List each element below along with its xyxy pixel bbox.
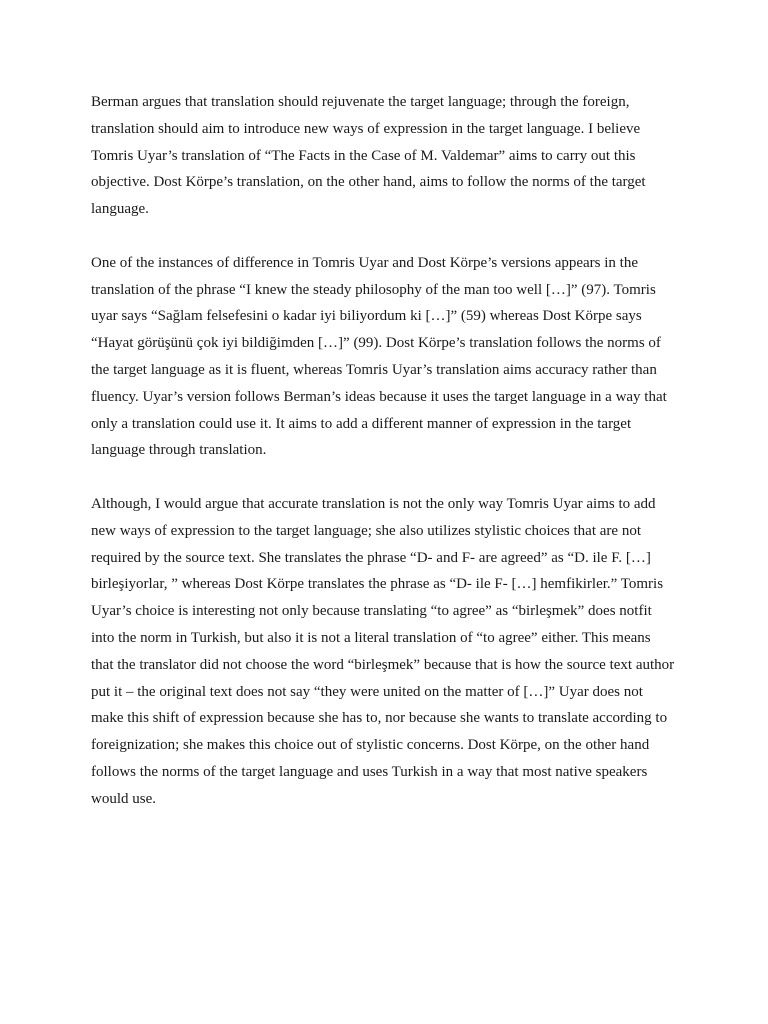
paragraph-1	[91, 89, 681, 223]
paragraph-line: only a translation could use it. It aims to add a different manner of expression in the target	[91, 415, 632, 432]
paragraph-3	[91, 491, 681, 813]
paragraph-line: Although, I would argue that accurate translation is not the only way Tomris Uyar aims to add	[91, 495, 656, 512]
paragraph-line: Berman argues that translation should rejuvenate the target language; through the foreign,	[91, 94, 630, 110]
paragraph-line: translation of the phrase “I knew the steady philosophy of the man too well […]” (97). Tomris	[91, 281, 656, 298]
document-body	[91, 89, 681, 839]
paragraph-line: One of the instances of difference in Tomris Uyar and Dost Körpe’s versions appears in the	[91, 254, 638, 271]
paragraph-line: make this shift of expression because she has to, nor because she wants to translate according to	[91, 710, 668, 727]
paragraph-line: birleşiyorlar, ” whereas Dost Körpe translates the phrase as “D- ile F- […] hemfikirler.” Tomris	[91, 576, 664, 593]
paragraph-line: required by the source text. She translates the phrase “D- and F- are agreed” as “D. ile F. […]	[91, 549, 651, 566]
paragraph-2	[91, 250, 681, 464]
paragraph-line: uyar says “Sağlam felsefesini o kadar iyi biliyordum ki […]” (59) whereas Dost Körpe says	[91, 308, 642, 325]
paragraph-line: the target language as it is fluent, whereas Tomris Uyar’s translation aims accuracy rather than	[91, 361, 657, 378]
paragraph-line: put it – the original text does not say “they were united on the matter of […]” Uyar does not	[91, 683, 643, 700]
paragraph-line: Tomris Uyar’s translation of “The Facts in the Case of M. Valdemar” aims to carry out this	[91, 147, 636, 164]
paragraph-line: language.	[91, 201, 149, 218]
paragraph-line: follows the norms of the target language and uses Turkish in a way that most native speakers	[91, 763, 648, 780]
paragraph-line: would use.	[91, 790, 156, 807]
paragraph-line: into the norm in Turkish, but also it is not a literal translation of “to agree” either. This means	[91, 629, 651, 646]
paragraph-line: Uyar’s choice is interesting not only because translating “to agree” as “birleşmek” does notfit	[91, 603, 652, 620]
paragraph-line: translation should aim to introduce new ways of expression in the target language. I believe	[91, 120, 641, 137]
paragraph-line: fluency. Uyar’s version follows Berman’s ideas because it uses the target language in a way that	[91, 388, 667, 405]
paragraph-line: “Hayat görüşünü çok iyi bildiğimden […]” (99). Dost Körpe’s translation follows the norms of	[91, 335, 661, 352]
paragraph-line: objective. Dost Körpe’s translation, on the other hand, aims to follow the norms of the target	[91, 174, 646, 191]
paragraph-line: language through translation.	[91, 442, 267, 459]
paragraph-line: that the translator did not choose the word “birleşmek” because that is how the source text author	[91, 656, 675, 673]
paragraph-line: new ways of expression to the target language; she also utilizes stylistic choices that are not	[91, 522, 641, 539]
paragraph-line: foreignization; she makes this choice out of stylistic concerns. Dost Körpe, on the other hand	[91, 737, 650, 754]
